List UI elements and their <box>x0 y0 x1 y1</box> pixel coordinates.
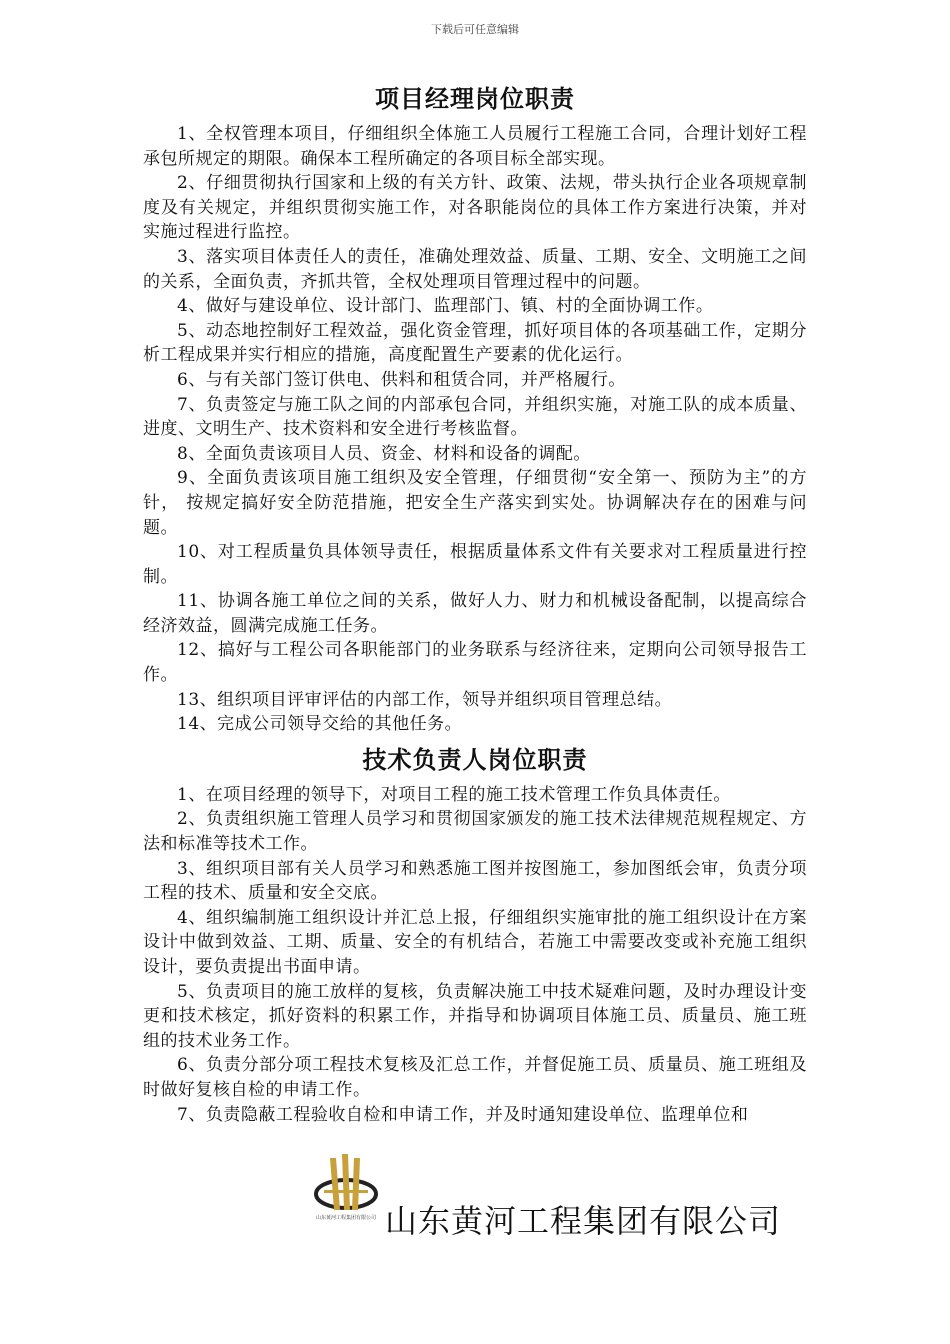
paragraph: 4、做好与建设单位、设计部门、监理部门、镇、村的全面协调工作。 <box>177 296 714 317</box>
section-title-technical-lead: 技术负责人岗位职责 <box>362 745 588 774</box>
paragraph: 14、完成公司领导交给的其他任务。 <box>177 714 463 735</box>
paragraph: 7、负责隐蔽工程验收自检和申请工作，并及时通知建设单位、监理单位和 <box>177 1104 749 1125</box>
paragraph: 2、负责组织施工管理人员学习和贯彻国家颁发的施工技术法律规范规程规定、方法和标准等技术工作。 <box>143 809 807 855</box>
paragraph: 1、在项目经理的领导下，对项目工程的施工技术管理工作负具体责任。 <box>177 784 731 805</box>
paragraph: 4、组织编制施工组织设计并汇总上报，仔细组织实施审批的施工组织设计在方案设计中做到效益、工期、质量、安全的有机结合，若施工中需要改变或补充施工组织设计，要负责提出书面申请。 <box>143 907 807 977</box>
section-title-project-manager: 项目经理岗位职责 <box>375 85 575 113</box>
paragraph: 3、组织项目部有关人员学习和熟悉施工图并按图施工，参加图纸会审，负责分项工程的技术、质量和安全交底。 <box>143 858 807 904</box>
logo-caption: 山东黄河工程集团有限公司 <box>315 1215 376 1221</box>
paragraph: 7、负责签定与施工队之间的内部承包合同，并组织实施，对施工队的成本质量、进度、文明生产、技术资料和安全进行考核监督。 <box>143 394 807 440</box>
paragraph: 2、仔细贯彻执行国家和上级的有关方针、政策、法规，带头执行企业各项规章制度及有关规定，并组织贯彻实施工作，对各职能岗位的具体工作方案进行决策，并对实施过程进行监控。 <box>143 173 807 243</box>
paragraph: 6、与有关部门签订供电、供料和租赁合同，并严格履行。 <box>177 369 626 390</box>
paragraph: 10、对工程质量负具体领导责任，根据质量体系文件有关要求对工程质量进行控制。 <box>143 542 807 587</box>
paragraph: 6、负责分部分项工程技术复核及汇总工作，并督促施工员、质量员、施工班组及时做好复核自检的申请工作。 <box>143 1055 807 1100</box>
header-note: 下载后可任意编辑 <box>431 23 519 36</box>
paragraph: 3、落实项目体责任人的责任，准确处理效益、质量、工期、安全、文明施工之间的关系，全面负责，齐抓共管，全权处理项目管理过程中的问题。 <box>143 246 807 292</box>
paragraph: 9、全面负责该项目施工组织及安全管理，仔细贯彻“安全第一、预防为主”的方针， 按规定搞好安全防范措施，把安全生产落实到实处。协调解决存在的困难与问题。 <box>143 468 807 538</box>
paragraph: 5、负责项目的施工放样的复核，负责解决施工中技术疑难问题，及时办理设计变更和技术核定，抓好资料的积累工作，并指导和协调项目体施工员、质量员、施工班组的技术业务工作。 <box>143 981 807 1051</box>
paragraph: 13、组织项目评审评估的内部工作，领导并组织项目管理总结。 <box>177 689 673 710</box>
paragraph: 5、动态地控制好工程效益，强化资金管理，抓好项目体的各项基础工作，定期分析工程成果并实行相应的措施，高度配置生产要素的优化运行。 <box>143 320 807 366</box>
paragraph: 1、全权管理本项目，仔细组织全体施工人员履行工程施工合同，合理计划好工程承包所规定的期限。确保本工程所确定的各项目标全部实现。 <box>143 124 807 169</box>
company-logo-icon <box>310 1150 382 1220</box>
company-name: 山东黄河工程集团有限公司 <box>385 1202 782 1240</box>
paragraph: 12、搞好与工程公司各职能部门的业务联系与经济往来，定期向公司领导报告工作。 <box>143 640 807 686</box>
document-body <box>143 82 807 1127</box>
company-footer <box>300 1150 820 1240</box>
paragraph: 8、全面负责该项目人员、资金、材料和设备的调配。 <box>177 443 591 464</box>
paragraph: 11、协调各施工单位之间的关系，做好人力、财力和机械设备配制，以提高综合经济效益，圆满完成施工任务。 <box>143 591 807 636</box>
logo-pillars <box>330 1154 360 1210</box>
